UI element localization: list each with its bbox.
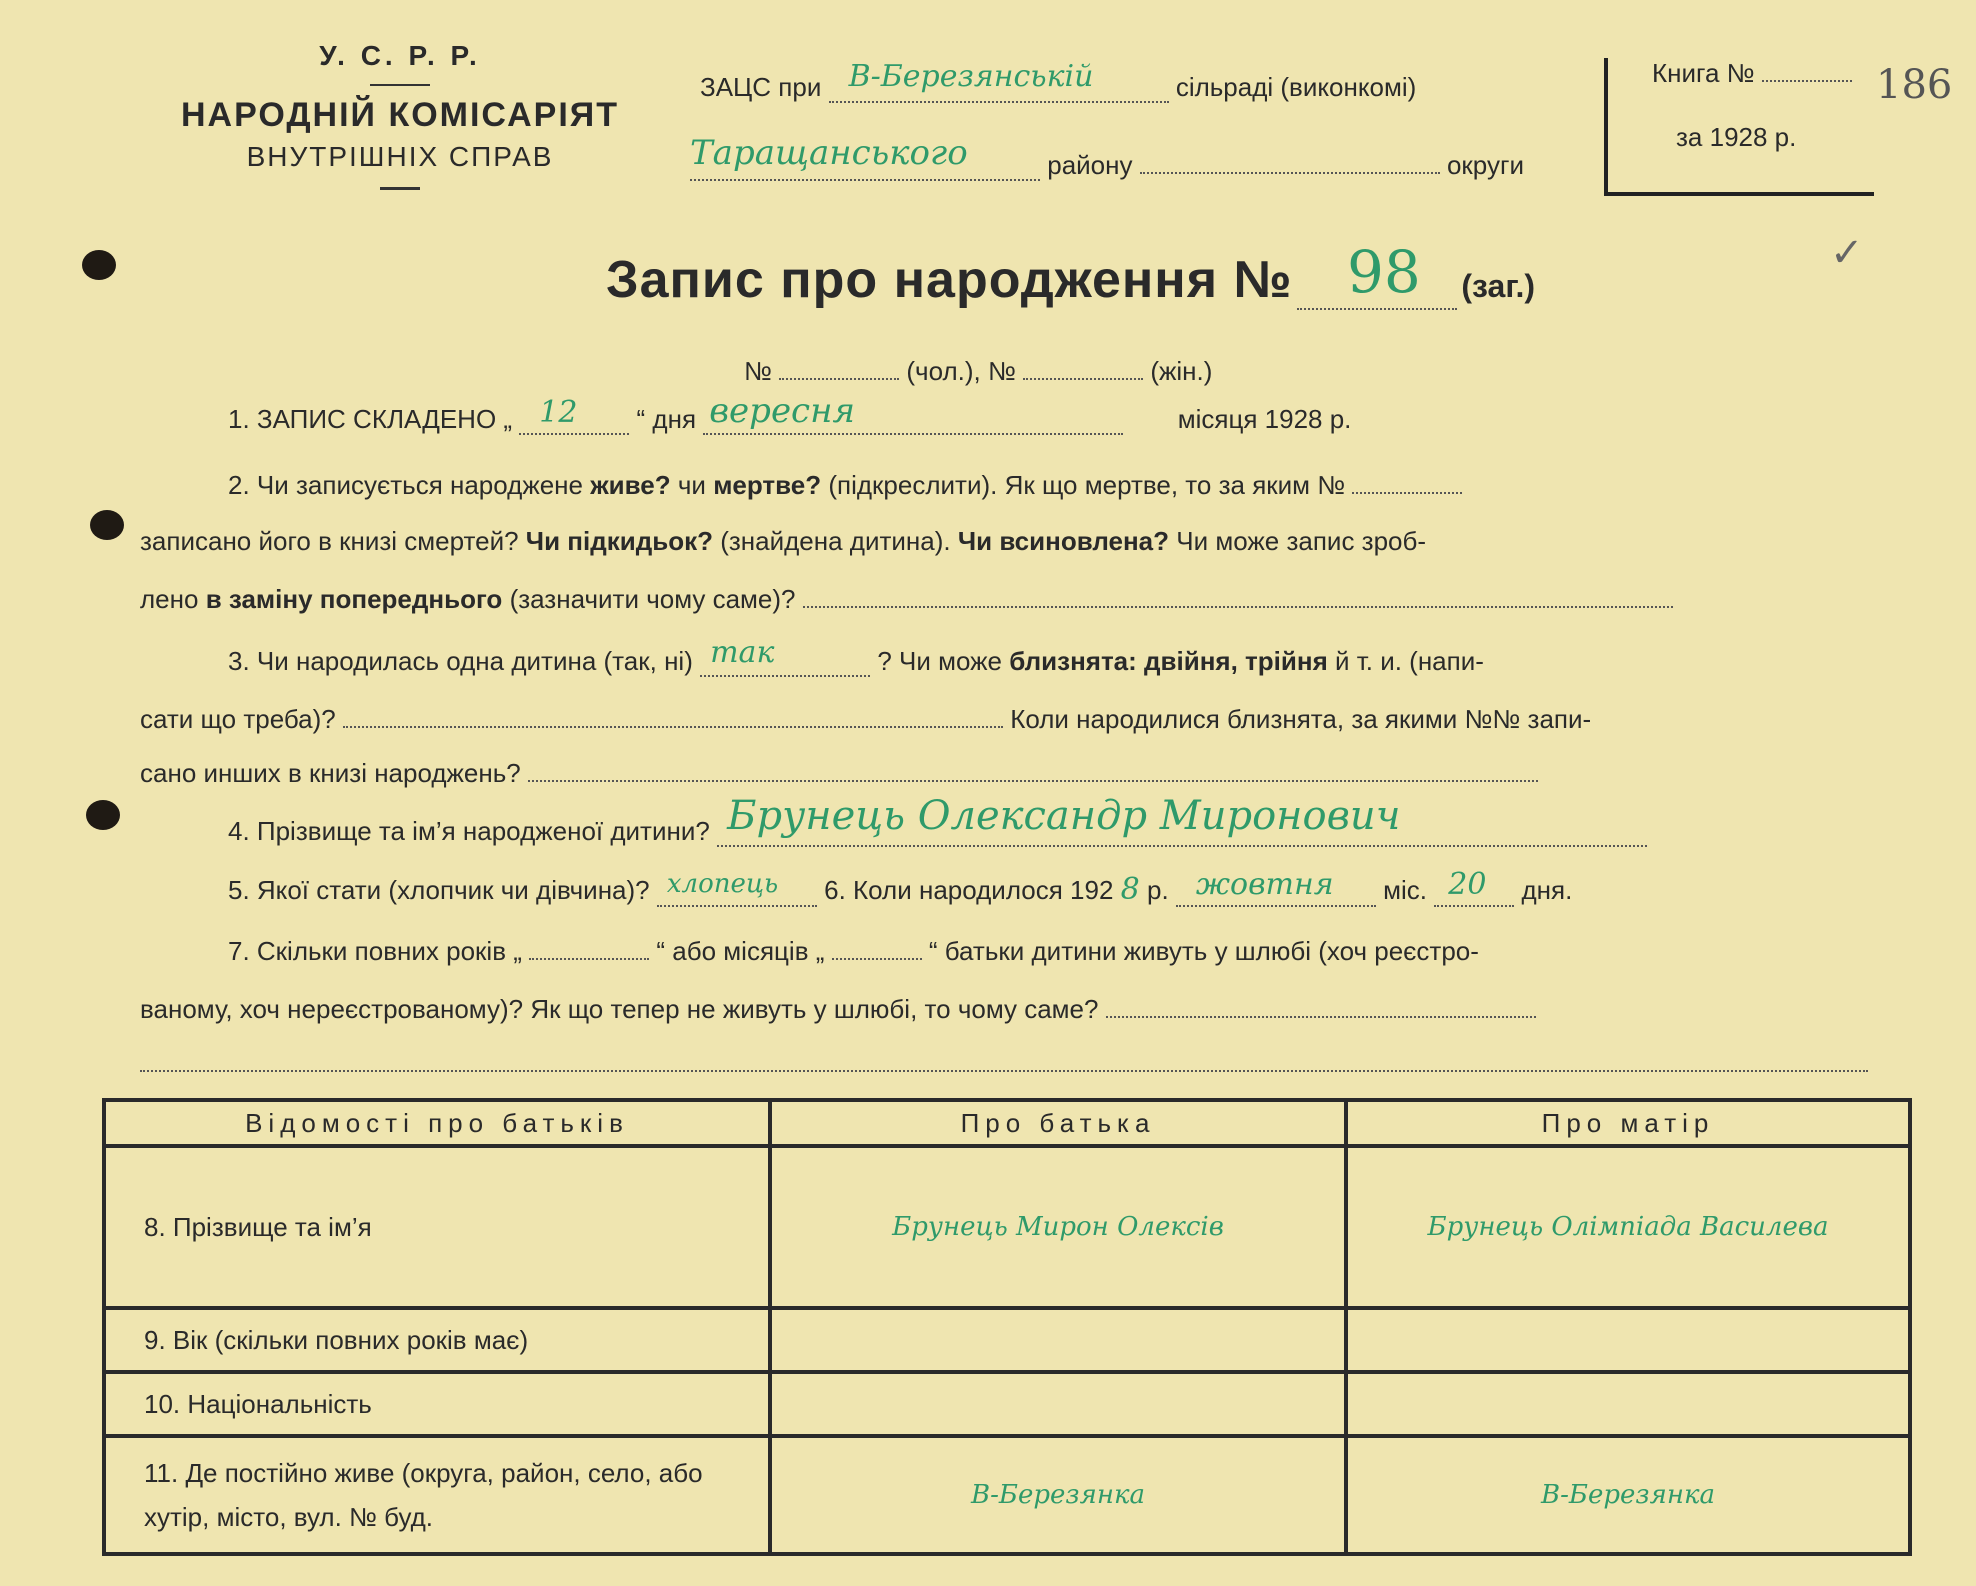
raion-hand: Таращанського bbox=[690, 133, 968, 173]
item-3-text: ? Чи може bbox=[877, 646, 1002, 676]
item-3-text: сати що треба)? bbox=[140, 704, 336, 734]
item-2-adopted: Чи всиновлена? bbox=[957, 526, 1170, 556]
father-cell: Брунець Мирон Олексів bbox=[770, 1146, 1346, 1308]
item-2-text: (знайдена дитина). bbox=[720, 526, 951, 556]
item-2-reason-field bbox=[803, 588, 1673, 608]
row-label: 10. Національність bbox=[104, 1372, 770, 1436]
okruga-field bbox=[1140, 152, 1440, 174]
item-2-text: лено bbox=[140, 584, 199, 614]
item-1-label: 1. ЗАПИС СКЛАДЕНО „ bbox=[228, 404, 513, 434]
item-5-label: 5. Якої стати (хлопчик чи дівчина)? bbox=[228, 875, 650, 905]
title-number-field bbox=[1297, 238, 1457, 310]
item-7-line-1 bbox=[228, 936, 1479, 967]
item-6-year-hand: 8 bbox=[1120, 872, 1140, 907]
table-row bbox=[104, 1308, 1910, 1372]
item-6-mis: міс. bbox=[1383, 875, 1428, 905]
raion-field bbox=[690, 133, 1040, 181]
father-cell bbox=[770, 1308, 1346, 1372]
item-2-foundling: Чи підкидьок? bbox=[525, 526, 713, 556]
mother-cell: В-Березянка bbox=[1346, 1436, 1910, 1554]
item-7-text: “ або місяців „ bbox=[656, 936, 825, 966]
item-2-death-no-field bbox=[1352, 474, 1462, 494]
item-2-replace: в заміну попереднього bbox=[205, 584, 503, 614]
sub-male-label: (чол.), № bbox=[906, 356, 1016, 386]
title-line bbox=[606, 238, 1535, 310]
year-label: за 1928 р. bbox=[1676, 122, 1797, 152]
father-cell: В-Березянка bbox=[770, 1436, 1346, 1554]
book-field bbox=[1762, 60, 1852, 82]
item-3-field bbox=[700, 635, 870, 677]
mother-cell bbox=[1346, 1372, 1910, 1436]
item-7-extra-field bbox=[140, 1060, 1868, 1072]
item-3-text: Коли народилися близнята, за якими №№ запи- bbox=[1010, 704, 1592, 734]
row-label: 9. Вік (скільки повних років має) bbox=[104, 1308, 770, 1372]
item-2-text: (зазначити чому саме)? bbox=[509, 584, 796, 614]
item-1 bbox=[228, 391, 1352, 435]
okruga-label: округи bbox=[1446, 150, 1524, 180]
item-6-day-hand: 20 bbox=[1448, 867, 1487, 902]
title-number-hand: 98 bbox=[1346, 238, 1421, 306]
selrada-label: сільраді (виконкомі) bbox=[1175, 72, 1417, 102]
item-7-text: “ батьки дитини живуть у шлюбі (хоч реєстро- bbox=[928, 936, 1479, 966]
sub-female-label: (жін.) bbox=[1150, 356, 1213, 386]
item-3-twins-field bbox=[343, 708, 1003, 728]
row-label: 11. Де постійно живе (округа, район, село, або хутір, місто, вул. № буд. bbox=[104, 1436, 770, 1554]
header-left bbox=[170, 40, 630, 190]
punch-hole bbox=[86, 800, 120, 830]
item-2-line-2 bbox=[140, 526, 1426, 557]
mother-cell bbox=[1346, 1308, 1910, 1372]
item-3-line-3 bbox=[140, 758, 1538, 789]
commissariat-title: НАРОДНІЙ КОМІСАРІЯТ bbox=[181, 96, 619, 134]
raion-line bbox=[690, 133, 1524, 181]
item-2-line-3 bbox=[140, 584, 1673, 615]
table-row bbox=[104, 1146, 1910, 1308]
book-label: Книга № bbox=[1652, 58, 1755, 88]
selrada-hand: В-Березянській bbox=[848, 59, 1094, 94]
item-3-text: й т. и. (напи- bbox=[1334, 646, 1484, 676]
item-1-end: місяця 1928 р. bbox=[1177, 404, 1352, 434]
table-header: Відомості про батьків bbox=[104, 1100, 770, 1146]
item-7-text: ваному, хоч нереєстрованому)? Як що тепер не живуть у шлюбі, то чому саме? bbox=[140, 994, 1099, 1024]
item-6-month-hand: жовтня bbox=[1195, 867, 1334, 902]
item-3-twins: близнята: двійня, трійня bbox=[1009, 646, 1328, 676]
department-title: ВНУТРІШНІХ СПРАВ bbox=[246, 141, 554, 172]
item-2-rest: (підкреслити). Як що мертве, то за яким № bbox=[828, 470, 1346, 500]
mother-cell: Брунець Олімпіада Василева bbox=[1346, 1146, 1910, 1308]
zats-label: ЗАЦС при bbox=[700, 72, 822, 102]
item-1-day-field bbox=[519, 395, 629, 435]
table-row bbox=[104, 1436, 1910, 1554]
book-number-hand: 186 bbox=[1876, 62, 1953, 108]
parents-table bbox=[102, 1098, 1912, 1556]
book-line bbox=[1652, 58, 1852, 89]
item-1-month-field bbox=[703, 391, 1123, 435]
item-7-text: 7. Скільки повних років „ bbox=[228, 936, 522, 966]
item-3-book-field bbox=[528, 762, 1538, 782]
book-box bbox=[1604, 58, 1874, 196]
item-6-month-field bbox=[1176, 867, 1376, 907]
punch-hole bbox=[82, 250, 116, 280]
zats-line bbox=[700, 59, 1417, 103]
item-7-years-field bbox=[529, 940, 649, 960]
item-2-text: 2. Чи записується народжене bbox=[228, 470, 583, 500]
item-3-line-1 bbox=[228, 635, 1484, 677]
raion-label: району bbox=[1047, 150, 1133, 180]
table-row bbox=[104, 1372, 1910, 1436]
item-2-line-1 bbox=[228, 470, 1462, 501]
item-2-dead: мертве? bbox=[713, 470, 822, 500]
item-2-alive: живе? bbox=[590, 470, 671, 500]
table-header: Про батька bbox=[770, 1100, 1346, 1146]
item-4 bbox=[228, 793, 1647, 847]
check-mark-icon: ✓ bbox=[1830, 231, 1864, 275]
punch-hole bbox=[90, 510, 124, 540]
republic-title: У. С. Р. Р. bbox=[319, 40, 481, 71]
table-header: Про матір bbox=[1346, 1100, 1910, 1146]
item-6-day-field bbox=[1434, 867, 1514, 907]
item-3-hand: так bbox=[710, 635, 775, 670]
item-1-day-hand: 12 bbox=[539, 395, 578, 430]
item-1-mid: “ дня bbox=[636, 404, 697, 434]
item-2-text: записано його в книзі смертей? bbox=[140, 526, 519, 556]
item-6-label: 6. Коли народилося 192 bbox=[824, 875, 1114, 905]
table-header-row bbox=[104, 1100, 1910, 1146]
item-4-field bbox=[717, 793, 1647, 847]
title-suffix: (заг.) bbox=[1461, 268, 1535, 304]
item-1-month-hand: вересня bbox=[709, 391, 856, 431]
item-7-line-2 bbox=[140, 994, 1536, 1025]
item-3-text: 3. Чи народилась одна дитина (так, ні) bbox=[228, 646, 693, 676]
item-3-text: сано инших в книзі народжень? bbox=[140, 758, 521, 788]
divider bbox=[380, 187, 420, 190]
sub-no-label: № bbox=[744, 356, 772, 386]
page-title: Запис про народження № bbox=[606, 251, 1293, 309]
item-2-or: чи bbox=[677, 470, 706, 500]
female-no-field bbox=[1023, 360, 1143, 380]
item-7-reason-field bbox=[1106, 998, 1536, 1018]
item-6-r: р. bbox=[1147, 875, 1169, 905]
row-label: 8. Прізвище та ім’я bbox=[104, 1146, 770, 1308]
item-3-line-2 bbox=[140, 704, 1591, 735]
male-no-field bbox=[779, 360, 899, 380]
selrada-field bbox=[829, 59, 1169, 103]
item-4-hand: Брунець Олександр Миронович bbox=[727, 793, 1401, 839]
item-6-dnia: дня. bbox=[1521, 875, 1573, 905]
item-4-label: 4. Прізвище та ім’я народженої дитини? bbox=[228, 816, 710, 846]
father-cell bbox=[770, 1372, 1346, 1436]
item-2-text: Чи може запис зроб- bbox=[1176, 526, 1427, 556]
item-5-6 bbox=[228, 867, 1573, 907]
item-5-field bbox=[657, 869, 817, 907]
item-5-hand: хлопець bbox=[666, 869, 779, 899]
title-subline bbox=[744, 356, 1212, 387]
item-7-months-field bbox=[832, 940, 922, 960]
divider bbox=[370, 84, 430, 86]
